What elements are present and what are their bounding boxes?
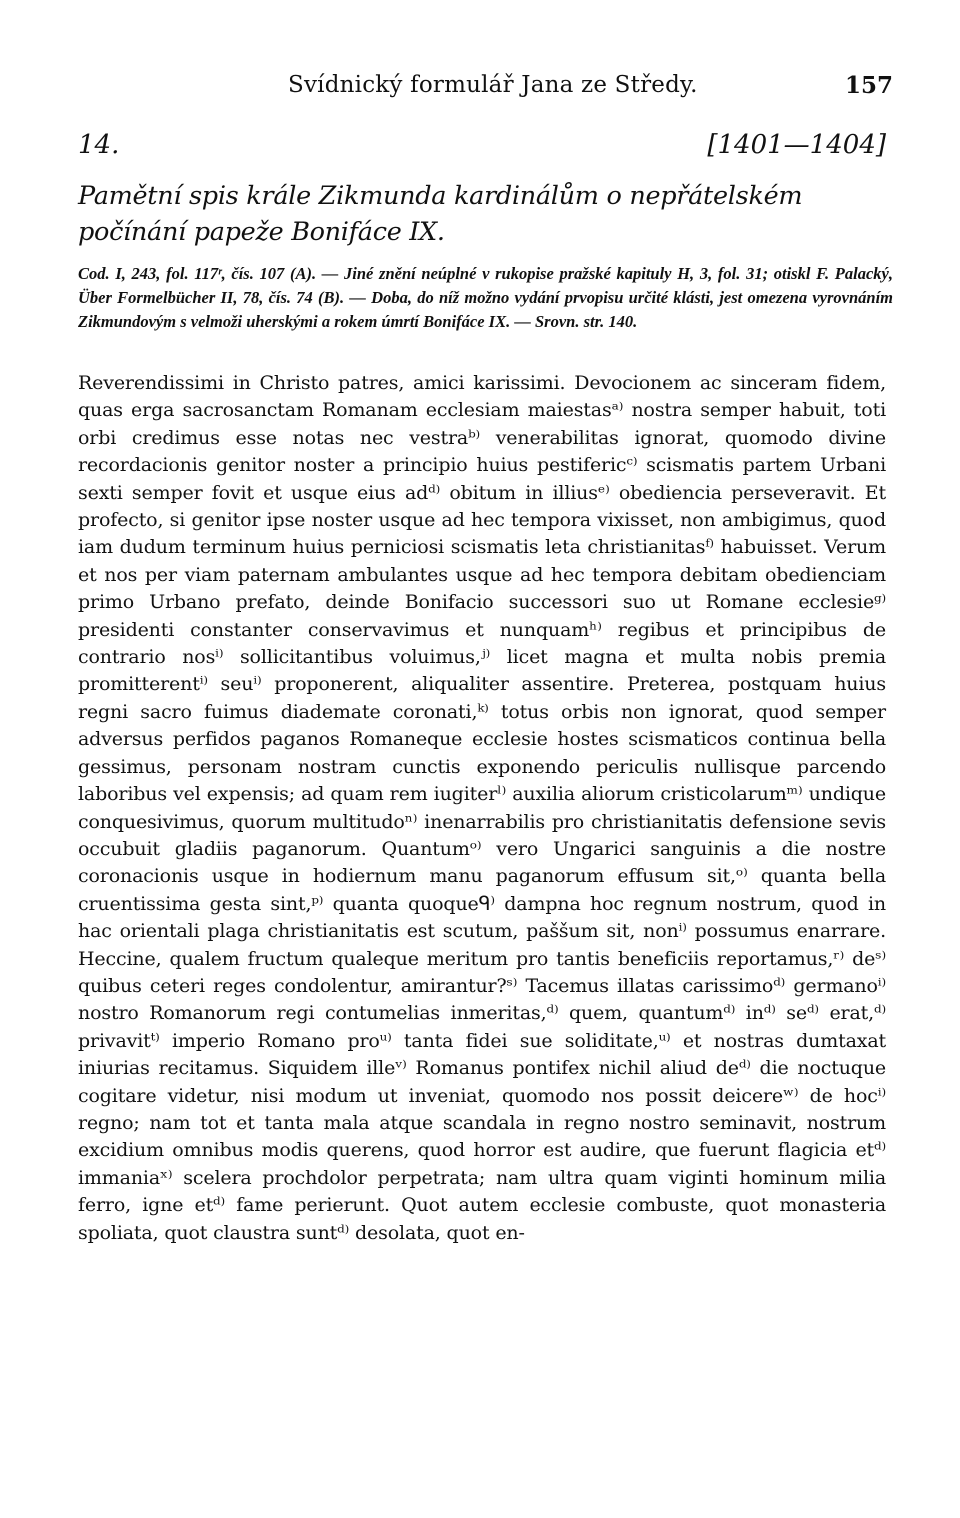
document-date: [1401—1404] (707, 130, 886, 160)
document-number: 14. (78, 130, 120, 160)
document-title: Pamětní spis krále Zikmunda kardinálům o nepřátelském počínání papeže Bonifáce IX. (78, 181, 803, 247)
source-apparatus: Cod. I, 243, fol. 117ʳ, čís. 107 (A). — Jiné znění neúplné v rukopise pražské kapituly H, 3, fol. 31; otiskl F. Palacký, Über Formelbücher II, 78, čís. 74 (B). — Doba, do níž možno vydání prvopisu určité klásti, jest omezena vyrovnáním Zikmundovým s velmoži uherskými a rokem úmrtí Bonifáce IX. — Srovn. str. 140. (78, 264, 893, 331)
document-heading (78, 130, 886, 164)
running-head-title: Svídnický formulář Jana ze Středy. (288, 72, 698, 98)
page-number: 157 (845, 72, 894, 99)
document-body-text: Reverendissimi in Christo patres, amici karissimi. Devocionem ac sinceram fidem, quas erga sacrosanctam Romanam ecclesiam maiestasᵃ⁾ nostra semper habuit, toti orbi credimus esse notas nec vestraᵇ⁾ venerabilitas ignorat, quomodo divine recordacionis genitor noster a principio huius pestifericᶜ⁾ scismatis partem Urbani sexti semper fovit et usque eius adᵈ⁾ obitum in illiusᵉ⁾ obediencia perseveravit. Et profecto, si genitor ipse noster usque ad hec tempora vixisset, non ambigimus, quod iam dudum terminum huius perniciosi scismatis leta christianitasᶠ⁾ habuisset. Verum et nos per viam paternam ambulantes usque ad hec tempora debitam obedienciam primo Urbano prefato, deinde Bonifacio successori suo ut Romane ecclesieᵍ⁾ presidenti constanter conservavimus et nunquamʰ⁾ regibus et principibus de contrario nosⁱ⁾ sollicitantibus voluimus,ʲ⁾ licet magna et multa nobis premia promitterentⁱ⁾ seuⁱ⁾ proponerent, aliqualiter assentire. Preterea, postquam huius regni sacro fuimus diademate coronati,ᵏ⁾ totus orbis non ignorat, quod semper adversus perfidos paganos Romaneque ecclesie hostes scismaticos continua bella gessimus, personam nostram cunctis exponendo periculis nullisque parcendo laboribus vel expensis; ad quam rem iugiterˡ⁾ auxilia aliorum cristicolarumᵐ⁾ undique conquesivimus, quorum multitudoⁿ⁾ inenarrabilis pro christianitatis defensione sevis occubuit gladiis paganorum. Quantumᵒ⁾ vero Ungarici sanguinis a die nostre coronacionis usque in hodiernum manu paganorum effusum sit,ᵒ⁾ quanta bella cruentissima gesta sint,ᵖ⁾ quanta quoqueᑫ⁾ dampna hoc regnum nostrum, quod in hac orientali plaga christianitatis est scutum, paššum sit, nonⁱ⁾ possumus enarrare. Heccine, qualem fructum qualeque meritum pro tantis beneficiis reportamus,ʳ⁾ deˢ⁾ quibus ceteri reges condolentur, amirantur?ˢ⁾ Tacemus illatas carissimoᵈ⁾ germanoⁱ⁾ nostro Romanorum regi contumelias inmeritas,ᵈ⁾ quem, quantumᵈ⁾ inᵈ⁾ seᵈ⁾ erat,ᵈ⁾ privavitᵗ⁾ imperio Romano proᵘ⁾ tanta fidei sue soliditate,ᵘ⁾ et nostras dumtaxat iniurias recitamus. Siquidem illeᵛ⁾ Romanus pontifex nichil aliud deᵈ⁾ die noctuque cogitare videtur, nisi modum ut inveniat, quomodo nos possit deicereʷ⁾ de hocⁱ⁾ regno; nam tot et tanta mala atque scandala in regno nostro seminavit, nostrum excidium omnibus modis querens, quod horror est audire, que fuerunt flagicia etᵈ⁾ immaniaˣ⁾ scelera prochdolor perpetrata; nam ultra quam viginti hominum milia ferro, igne etᵈ⁾ fame perierunt. Quot autem ecclesie combuste, quot monasteria spoliata, quot claustra suntᵈ⁾ desolata, quot en- (78, 372, 886, 1244)
running-head (0, 72, 960, 106)
